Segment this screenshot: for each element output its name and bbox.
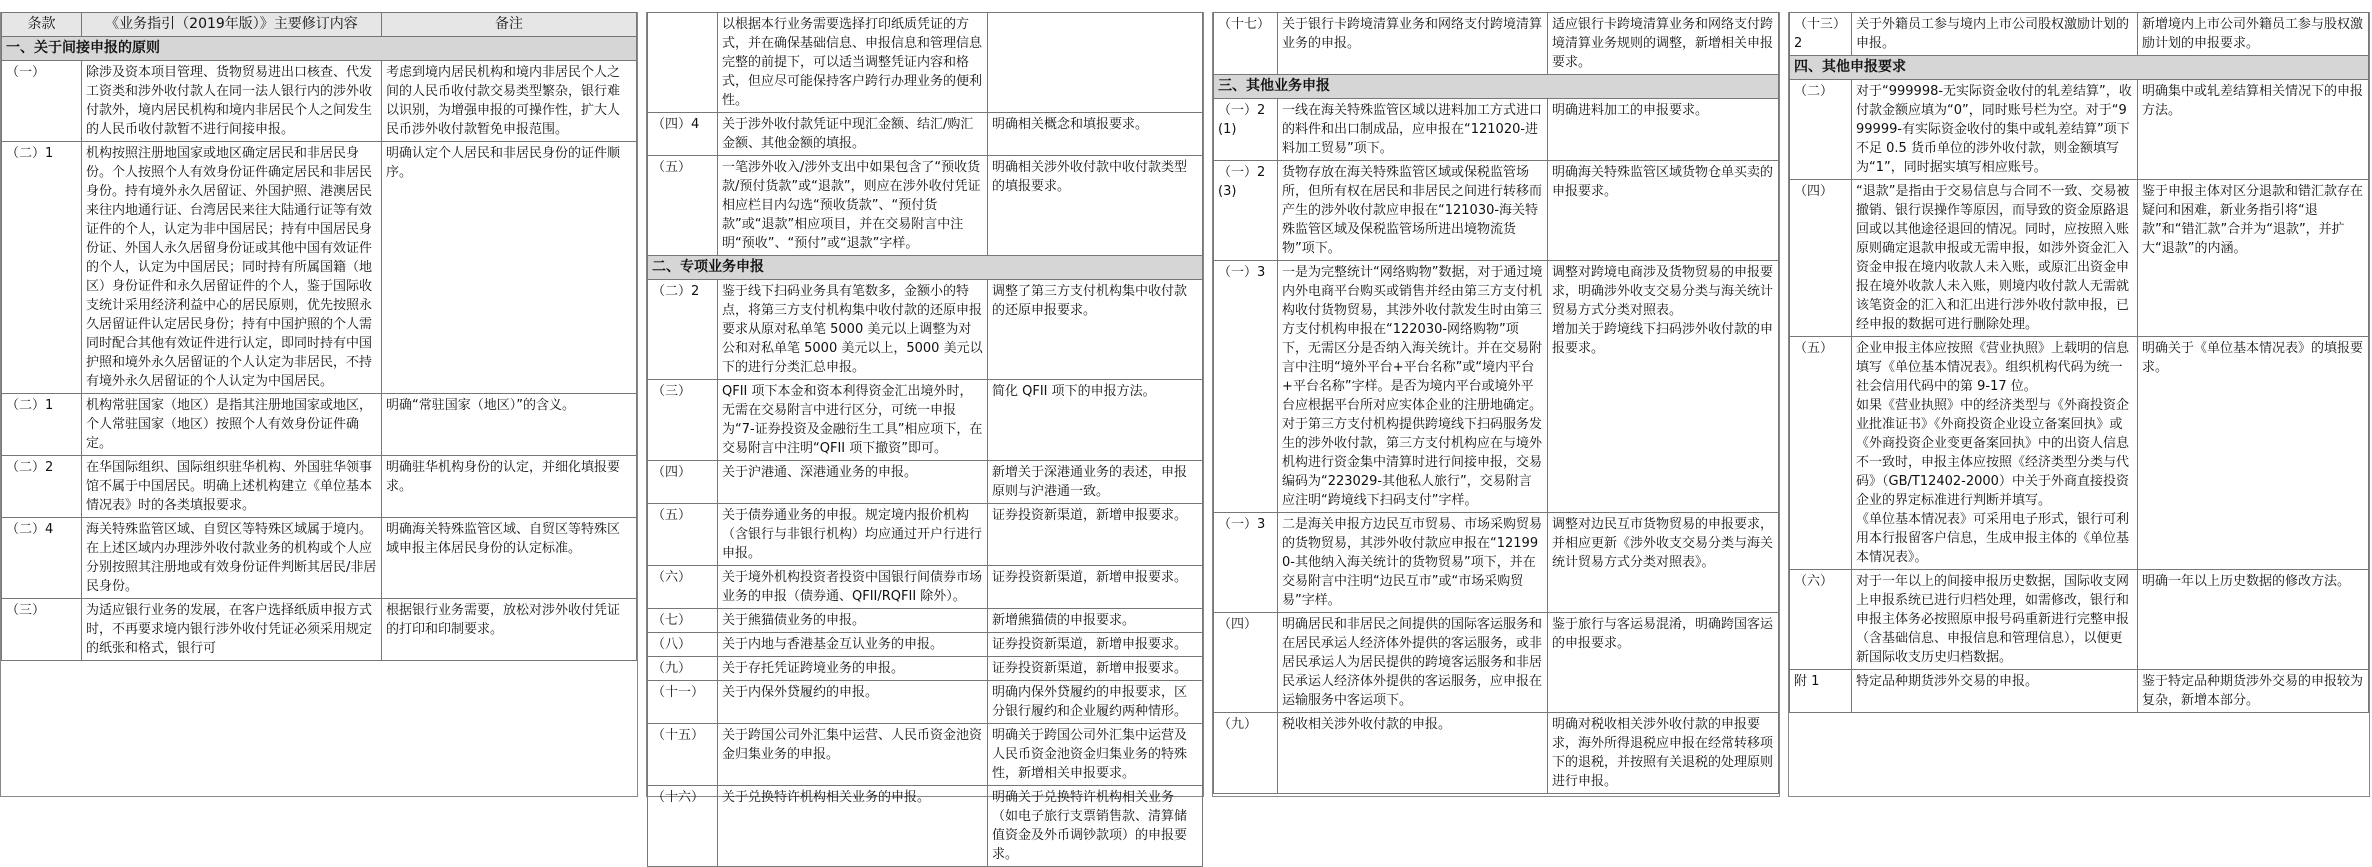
table-row	[1214, 13, 1779, 75]
table-row	[648, 280, 1203, 380]
table-row	[1790, 570, 2369, 670]
clause-number: （二）	[1790, 80, 1852, 180]
revision-text: QFII 项下本金和资本利得资金汇出境外时，无需在交易附言中进行区分，可统一申报为“7-证券投资及金融衍生工具”相应项下，在交易附言中注明“QFII 项下撤资”即可。	[718, 380, 988, 461]
remark-text: 明确相关涉外收付款中收付款类型的填报要求。	[988, 156, 1203, 256]
revision-text: “退款”是指由于交易信息与合同不一致、交易被撤销、银行误操作等原因，而导致的资金原路退回或以其他途径退回的情况。同时，应按照入账原则确定退款申报或无需申报，如涉外资金汇入资金申报在境内收款人未入账，或原汇出资金申报在境外收款人未入账，则境内收付款人无需就该笔资金的汇入和汇出进行涉外收付款申报，已经申报的数据可进行删除处理。	[1852, 180, 2138, 337]
revision-text: 税收相关涉外收付款的申报。	[1278, 713, 1548, 794]
revision-text: 一线在海关特殊监管区域以进料加工方式进口的料件和出口制成品，应申报在“121020-进料加工贸易”项下。	[1278, 99, 1548, 161]
table-row	[648, 566, 1203, 609]
remark-text: 明确关于跨国公司外汇集中运营及人民币资金池资金归集业务的特殊性，新增相关申报要求。	[988, 724, 1203, 786]
header-guide: 《业务指引（2019年版）》主要修订内容	[82, 13, 382, 37]
remark-text: 明确海关特殊监管区域货物仓单买卖的申报要求。	[1548, 161, 1779, 261]
clause-number: （四）	[1214, 613, 1278, 713]
table-row	[648, 657, 1203, 681]
revision-text: 关于内保外贷履约的申报。	[718, 681, 988, 724]
clause-number: （六）	[1790, 570, 1852, 670]
remark-text: 明确一年以上历史数据的修改方法。	[2138, 570, 2369, 670]
clause-number: （一）3	[1214, 261, 1278, 513]
clause-number: （二）2	[2, 456, 82, 518]
table-row	[648, 681, 1203, 724]
clause-number: （一）2 (1)	[1214, 99, 1278, 161]
table-panel-1	[0, 12, 638, 797]
section-heading-row	[1214, 75, 1779, 99]
header-note: 备注	[382, 13, 637, 37]
revision-text: 鉴于线下扫码业务具有笔数多，金额小的特点，将第三方支付机构集中收付款的还原申报要求从原对私单笔 5000 美元以上调整为对公和对私单笔 5000 美元以上，5000 美元以下的进行分类汇总申报。	[718, 280, 988, 380]
section-heading-row	[648, 256, 1203, 280]
table-row	[2, 518, 637, 599]
clause-number: （九）	[648, 657, 718, 681]
remark-text: 明确关于兑换特许机构相关业务（如电子旅行支票销售款、清算储值资金及外币调钞款项）的申报要求。	[988, 786, 1203, 867]
table-row	[1214, 513, 1779, 613]
clause-number: （三）	[648, 380, 718, 461]
clause-number: （一）3	[1214, 513, 1278, 613]
table-header-row	[2, 13, 637, 37]
remark-text: 明确集中或轧差结算相关情况下的申报方法。	[2138, 80, 2369, 180]
clause-number: （三）	[2, 599, 82, 661]
revision-text: 特定品种期货涉外交易的申报。	[1852, 670, 2138, 713]
clause-number: （五）	[1790, 337, 1852, 570]
revision-text: 机构按照注册地国家或地区确定居民和非居民身份。个人按照个人有效身份证件确定居民和非居民身份。持有境外永久居留证、外国护照、港澳居民来往内地通行证、台湾居民来往大陆通行证等有效证件的个人，认定为非中国居民；持有中国居民身份证、外国人永久居留身份证或其他中国有效证件的个人，认定为中国居民；同时持有所属国籍（地区）身份证件和永久居留证件的个人，鉴于国际收支统计采用经济利益中心的居民原则，优先按照永久居留证件认定居民身份；持有中国护照的个人需同时配合其他有效证件进行认定，即同时持有中国护照和境外永久居留证的个人认定为非居民，不持有境外永久居留证的个人认定为中国居民。	[82, 142, 382, 394]
remark-text: 调整对边民互市货物贸易的申报要求，并相应更新《涉外收支交易分类与海关统计贸易方式分类对照表》。	[1548, 513, 1779, 613]
revision-text: 关于内地与香港基金互认业务的申报。	[718, 633, 988, 657]
revision-table-part-1	[1, 12, 637, 661]
remark-text: 调整对跨境电商涉及货物贸易的申报要求，明确涉外收支交易分类与海关统计贸易方式分类对照表。 增加关于跨境线下扫码涉外收付款的申报要求。	[1548, 261, 1779, 513]
revision-text: 关于兑换特许机构相关业务的申报。	[718, 786, 988, 867]
table-row	[648, 380, 1203, 461]
table-panel-2	[646, 12, 1204, 862]
clause-number: （十一）	[648, 681, 718, 724]
revision-text: 在华国际组织、国际组织驻华机构、外国驻华领事馆不属于中国居民。明确上述机构建立《单位基本情况表》时的各类填报要求。	[82, 456, 382, 518]
table-row	[648, 633, 1203, 657]
revision-text: 一笔涉外收入/涉外支出中如果包含了“预收货款/预付货款”或“退款”，则应在涉外收付凭证相应栏目内勾选“预收货款”、“预付货款”或“退款”相应项目，并在交易附言中注明“预收”、“预付”或“退款”字样。	[718, 156, 988, 256]
section-heading: 四、其他申报要求	[1790, 56, 2369, 80]
revision-text: 对于一年以上的间接申报历史数据，国际收支网上申报系统已进行归档处理，如需修改，银行和申报主体务必按照原申报号码重新进行完整申报（含基础信息、申报信息和管理信息），以便更新国际收支历史归档数据。	[1852, 570, 2138, 670]
clause-number: （十五）	[648, 724, 718, 786]
clause-number: 附 1	[1790, 670, 1852, 713]
remark-text: 明确“常驻国家（地区）”的含义。	[382, 394, 637, 456]
table-row	[2, 599, 637, 661]
remark-text: 明确关于《单位基本情况表》的填报要求。	[2138, 337, 2369, 570]
remark-text: 明确海关特殊监管区域、自贸区等特殊区域申报主体居民身份的认定标准。	[382, 518, 637, 599]
clause-number: （十七）	[1214, 13, 1278, 75]
remark-text: 明确进料加工的申报要求。	[1548, 99, 1779, 161]
clause-number: （七）	[648, 609, 718, 633]
revision-text: 二是海关申报方边民互市贸易、市场采购贸易的货物贸易，其涉外收付款应申报在“121990-其他纳入海关统计的货物贸易”项下，并在交易附言中注明“边民互市”或“市场采购贸易”字样。	[1278, 513, 1548, 613]
revision-text: 关于熊猫债业务的申报。	[718, 609, 988, 633]
remark-text: 明确认定个人居民和非居民身份的证件顺序。	[382, 142, 637, 394]
section-heading: 一、关于间接申报的原则	[2, 37, 637, 61]
revision-text: 为适应银行业务的发展，在客户选择纸质申报方式时，不再要求境内银行涉外收付凭证必须采用规定的纸张和格式，银行可	[82, 599, 382, 661]
table-row	[1790, 670, 2369, 713]
revision-text: 关于银行卡跨境清算业务和网络支付跨境清算业务的申报。	[1278, 13, 1548, 75]
remark-text: 明确内保外贷履约的申报要求，区分银行履约和企业履约两种情形。	[988, 681, 1203, 724]
table-row	[2, 61, 637, 142]
clause-number: （四）4	[648, 113, 718, 156]
table-row	[648, 13, 1203, 113]
table-row	[1214, 713, 1779, 794]
section-heading: 三、其他业务申报	[1214, 75, 1779, 99]
revision-text: 关于涉外收付款凭证中现汇金额、结汇/购汇金额、其他金额的填报。	[718, 113, 988, 156]
revision-text: 以根据本行业务需要选择打印纸质凭证的方式，并在确保基础信息、申报信息和管理信息完整的前提下，可以适当调整凭证内容和格式，但应尽可能保持客户跨行办理业务的便利性。	[718, 13, 988, 113]
remark-text	[988, 13, 1203, 113]
table-row	[648, 113, 1203, 156]
revision-text: 关于境外机构投资者投资中国银行间债券市场业务的申报（债券通、QFII/RQFII 除外）。	[718, 566, 988, 609]
clause-number: （二）2	[648, 280, 718, 380]
table-row	[1790, 13, 2369, 56]
clause-number: （十三） 2	[1790, 13, 1852, 56]
header-clause: 条款	[2, 13, 82, 37]
table-row	[648, 156, 1203, 256]
clause-number: （四）	[1790, 180, 1852, 337]
remark-text: 适应银行卡跨境清算业务和网络支付跨境清算业务规则的调整，新增相关申报要求。	[1548, 13, 1779, 75]
table-row	[648, 786, 1203, 867]
table-row	[1214, 99, 1779, 161]
clause-number: （十六）	[648, 786, 718, 867]
table-row	[1790, 337, 2369, 570]
remark-text: 证券投资新渠道，新增申报要求。	[988, 657, 1203, 681]
revision-text: 对于“999998-无实际资金收付的轧差结算”，收付款金额应填为“0”，同时账号栏为空。对于“999999-有实际资金收付的集中或轧差结算”项下不足 0.5 货币单位的涉外收付款，则金额填写为“1”，同时据实填写相应账号。	[1852, 80, 2138, 180]
revision-text: 关于存托凭证跨境业务的申报。	[718, 657, 988, 681]
remark-text: 新增熊猫债的申报要求。	[988, 609, 1203, 633]
table-panel-4	[1788, 12, 2370, 797]
clause-number: （二）1	[2, 394, 82, 456]
table-row	[648, 504, 1203, 566]
table-row	[2, 456, 637, 518]
table-row	[648, 724, 1203, 786]
remark-text: 鉴于申报主体对区分退款和错汇款存在疑问和困难，新业务指引将“退款”和“错汇款”合并为“退款”，并扩大“退款”的内涵。	[2138, 180, 2369, 337]
remark-text: 根据银行业务需要，放松对涉外收付凭证的打印和印制要求。	[382, 599, 637, 661]
revision-table-part-3	[1213, 12, 1779, 794]
revision-text: 关于外籍员工参与境内上市公司股权激励计划的申报。	[1852, 13, 2138, 56]
table-row	[1214, 261, 1779, 513]
section-heading-row	[1790, 56, 2369, 80]
revision-text: 一是为完整统计“网络购物”数据，对于通过境内外电商平台购买或销售并经由第三方支付机构收付货物贸易，其涉外收付款发生时由第三方支付机构申报在“122030-网络购物”项下，无需区分是否纳入海关统计。并在交易附言中注明“境外平台+平台名称”或“境内平台+平台名称”字样。是否为境内平台或境外平台应根据平台所对应实体企业的注册地确定。对于第三方支付机构提供跨境线下扫码服务发生的涉外收付款，第三方支付机构应在与境外机构进行资金集中清算时进行间接申报，交易编码为“223029-其他私人旅行”，交易附言应注明“跨境线下扫码支付”字样。	[1278, 261, 1548, 513]
remark-text: 调整了第三方支付机构集中收付款的还原申报要求。	[988, 280, 1203, 380]
table-row	[1214, 161, 1779, 261]
remark-text: 明确对税收相关涉外收付款的申报要求，海外所得退税应申报在经常转移项下的退税，并按照有关退税的处理原则进行申报。	[1548, 713, 1779, 794]
revision-text: 明确居民和非居民之间提供的国际客运服务和在居民承运人经济体外提供的客运服务，或非居民承运人为居民提供的跨境客运服务和非居民承运人经济体外提供的客运服务，应申报在运输服务中客运项下。	[1278, 613, 1548, 713]
revision-text: 关于债券通业务的申报。规定境内报价机构（含银行与非银行机构）均应通过开户行进行申报。	[718, 504, 988, 566]
clause-number: （四）	[648, 461, 718, 504]
table-row	[2, 394, 637, 456]
remark-text: 考虑到境内居民机构和境内非居民个人之间的人民币收付款交易类型繁杂，银行难以识别，为增强申报的可操作性，扩大人民币涉外收付款暂免申报范围。	[382, 61, 637, 142]
revision-text: 企业申报主体应按照《营业执照》上载明的信息填写《单位基本情况表》。组织机构代码为统一社会信用代码中的第 9-17 位。 如果《营业执照》中的经济类型与《外商投资企业批准证书》《外商投资企业设立备案回执》或《外商投资企业变更备案回执》中的出资人信息不一致时，申报主体应按照《经济类型分类与代码》（GB/T12402-2000）中关于外商直接投资企业的界定标准进行判断并填写。 《单位基本情况表》可采用电子形式，银行可利用本行报留客户信息，生成申报主体的《单位基本情况表》。	[1852, 337, 2138, 570]
clause-number: （一）2 (3)	[1214, 161, 1278, 261]
revision-text: 海关特殊监管区域、自贸区等特殊区域属于境内。在上述区域内办理涉外收付款业务的机构或个人应分别按照其注册地或有效身份证件判断其居民/非居民身份。	[82, 518, 382, 599]
clause-number: （五）	[648, 156, 718, 256]
section-heading: 二、专项业务申报	[648, 256, 1203, 280]
table-row	[1790, 80, 2369, 180]
remark-text: 证券投资新渠道，新增申报要求。	[988, 566, 1203, 609]
clause-number: （五）	[648, 504, 718, 566]
clause-number: （二）4	[2, 518, 82, 599]
revision-text: 货物存放在海关特殊监管区域或保税监管场所，但所有权在居民和非居民之间进行转移而产生的涉外收付款应申报在“121030-海关特殊监管区域及保税监管场所进出境物流货物”项下。	[1278, 161, 1548, 261]
remark-text: 鉴于特定品种期货涉外交易的申报较为复杂，新增本部分。	[2138, 670, 2369, 713]
revision-text: 关于跨国公司外汇集中运营、人民币资金池资金归集业务的申报。	[718, 724, 988, 786]
table-row	[1790, 180, 2369, 337]
section-heading-row	[2, 37, 637, 61]
table-row	[648, 609, 1203, 633]
remark-text: 新增关于深港通业务的表述，申报原则与沪港通一致。	[988, 461, 1203, 504]
revision-text: 机构常驻国家（地区）是指其注册地国家或地区，个人常驻国家（地区）按照个人有效身份证件确定。	[82, 394, 382, 456]
clause-number: （八）	[648, 633, 718, 657]
clause-number: （六）	[648, 566, 718, 609]
remark-text: 简化 QFII 项下的申报方法。	[988, 380, 1203, 461]
clause-number: （二）1	[2, 142, 82, 394]
revision-table-part-2	[647, 12, 1203, 867]
remark-text: 明确相关概念和填报要求。	[988, 113, 1203, 156]
table-row	[1214, 613, 1779, 713]
clause-number: （九）	[1214, 713, 1278, 794]
clause-number: （一）	[2, 61, 82, 142]
table-panel-3	[1212, 12, 1780, 797]
remark-text: 明确驻华机构身份的认定，并细化填报要求。	[382, 456, 637, 518]
remark-text: 证券投资新渠道，新增申报要求。	[988, 504, 1203, 566]
table-row	[2, 142, 637, 394]
remark-text: 证券投资新渠道，新增申报要求。	[988, 633, 1203, 657]
revision-text: 关于沪港通、深港通业务的申报。	[718, 461, 988, 504]
clause-number	[648, 13, 718, 113]
revision-text: 除涉及资本项目管理、货物贸易进出口核查、代发工资类和涉外收付款人在同一法人银行内的涉外收付款外，境内居民机构和境内非居民个人之间发生的人民币收付款暂不进行间接申报。	[82, 61, 382, 142]
table-row	[648, 461, 1203, 504]
remark-text: 新增境内上市公司外籍员工参与股权激励计划的申报要求。	[2138, 13, 2369, 56]
revision-table-part-4	[1789, 12, 2369, 713]
remark-text: 鉴于旅行与客运易混淆，明确跨国客运的申报要求。	[1548, 613, 1779, 713]
